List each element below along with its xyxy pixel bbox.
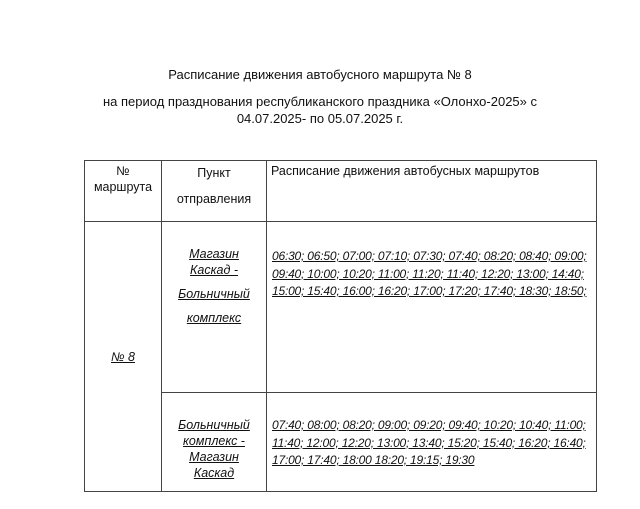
departure-line: комплекс	[186, 311, 242, 325]
table-row	[85, 222, 597, 393]
header-route-number	[85, 161, 162, 222]
header-departure-point	[162, 161, 267, 222]
departure-cell	[162, 222, 267, 393]
departure-line: Магазин	[189, 247, 239, 261]
schedule-table	[84, 160, 597, 492]
times-cell: 07:40; 08:00; 08:20; 09:00; 09:20; 09:40; 10:20; 10:40; 11:00; 11:40; 12:00; 12:20; 13:00; 13:40; 15:20; 15:40; 16:20; 16:40; 17:00; 17:40; 18:00 18:20; 19:15; 19:30	[267, 393, 597, 492]
departure-line: Магазин	[189, 450, 239, 464]
table-header-row	[85, 161, 597, 222]
document-subtitle-line1: на период празднования республиканского праздника «Олонхо-2025» с	[102, 94, 537, 109]
departure-line: Больничный	[178, 418, 250, 432]
departure-cell	[162, 393, 267, 492]
times-cell: 06:30; 06:50; 07:00; 07:10; 07:30; 07:40; 08:20; 08:40; 09:00; 09:40; 10:00; 10:20; 11:00; 11:20; 11:40; 12:20; 13:00; 14:40; 15:00; 15:40; 16:00; 16:20; 17:00; 17:20; 17:40; 18:30; 18:50;	[267, 222, 597, 393]
header-departure-line2: отправления	[176, 192, 252, 206]
table-row	[85, 393, 597, 492]
departure-line: Каскад	[193, 466, 235, 480]
departure-line: Больничный	[178, 287, 250, 301]
route-number-cell: № 8	[85, 222, 162, 492]
departure-line: Каскад -	[190, 263, 238, 277]
departure-line: комплекс -	[183, 434, 245, 448]
document-title: Расписание движения автобусного маршрута № 8	[168, 67, 472, 82]
header-departure-line1: Пункт	[197, 166, 231, 180]
header-schedule: Расписание движения автобусных маршрутов	[267, 161, 597, 222]
header-route-number-line1: №	[116, 164, 130, 178]
header-route-number-line2: маршрута	[93, 180, 153, 194]
document-subtitle-line2: 04.07.2025- по 05.07.2025 г.	[236, 111, 404, 126]
